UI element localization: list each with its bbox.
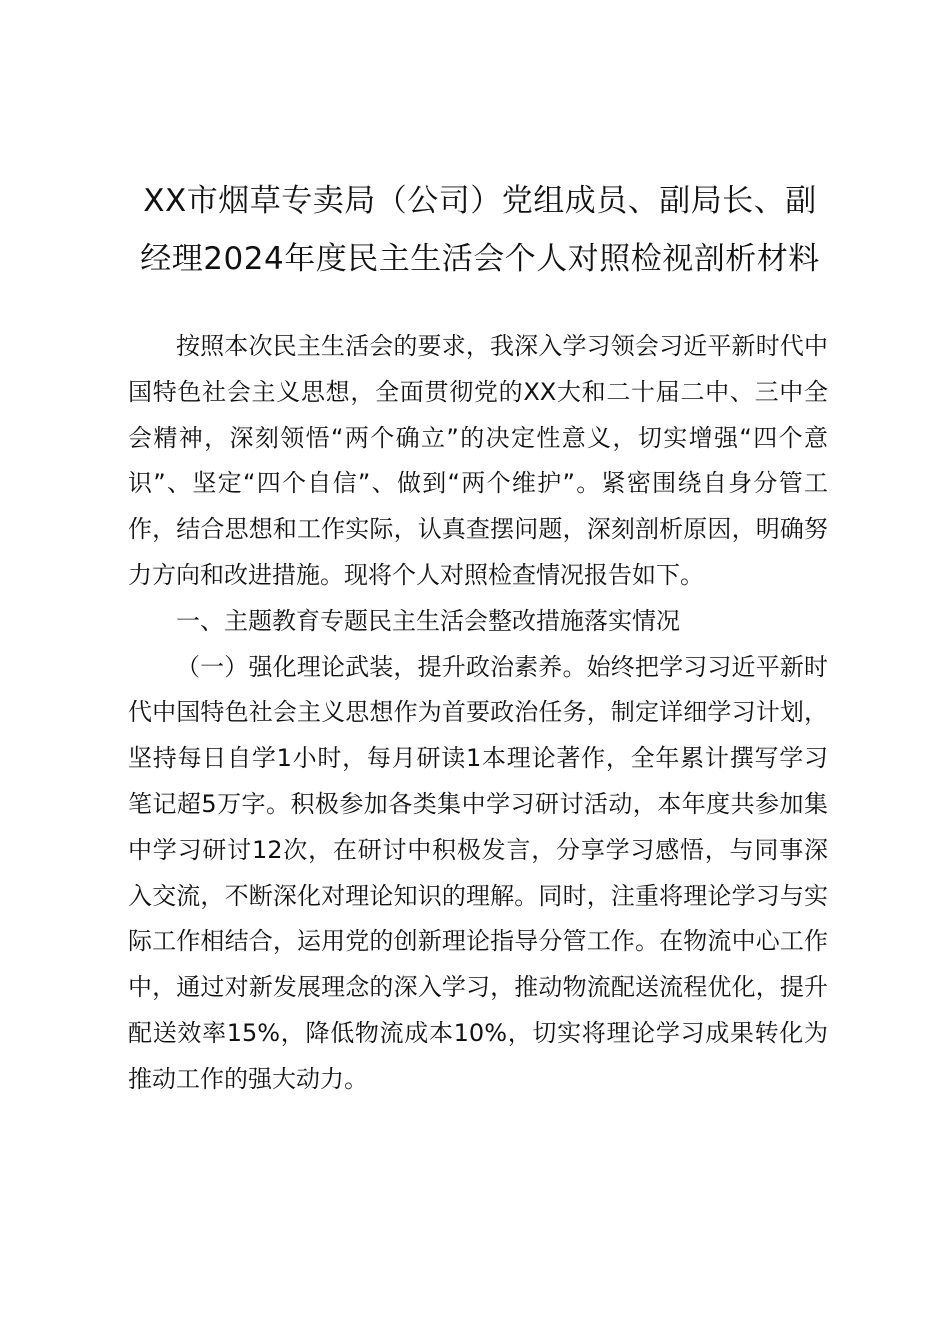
document-body [128, 324, 828, 1103]
subsection-paragraph: （一）强化理论武装，提升政治素养。始终把学习习近平新时代中国特色社会主义思想作为首要政治任务，制定详细学习计划，坚持每日自学1小时，每月研读1本理论著作，全年累计撰写学习笔记超5万字。积极参加各类集中学习研讨活动，本年度共参加集中学习研讨12次，在研讨中积极发言，分享学习感悟，与同事深入交流，不断深化对理论知识的理解。同时，注重将理论学习与实际工作相结合，运用党的创新理论指导分管工作。在物流中心工作中，通过对新发展理念的深入学习，推动物流配送流程优化，提升配送效率15%，降低物流成本10%，切实将理论学习成果转化为推动工作的强大动力。 [128, 652, 828, 1093]
section-heading: 一、主题教育专题民主生活会整改措施落实情况 [176, 606, 680, 635]
document-title: XX市烟草专卖局（公司）党组成员、副局长、副经理2024年度民主生活会个人对照检视剖析材料 [140, 183, 820, 277]
intro-paragraph: 按照本次民主生活会的要求，我深入学习领会习近平新时代中国特色社会主义思想，全面贯彻党的XX大和二十届二中、三中全会精神，深刻领悟“两个确立”的决定性意义，切实增强“四个意识”、坚定“四个自信”、做到“两个维护”。紧密围绕自身分管工作，结合思想和工作实际，认真查摆问题，深刻剖析原因，明确努力方向和改进措施。现将个人对照检查情况报告如下。 [128, 332, 828, 589]
